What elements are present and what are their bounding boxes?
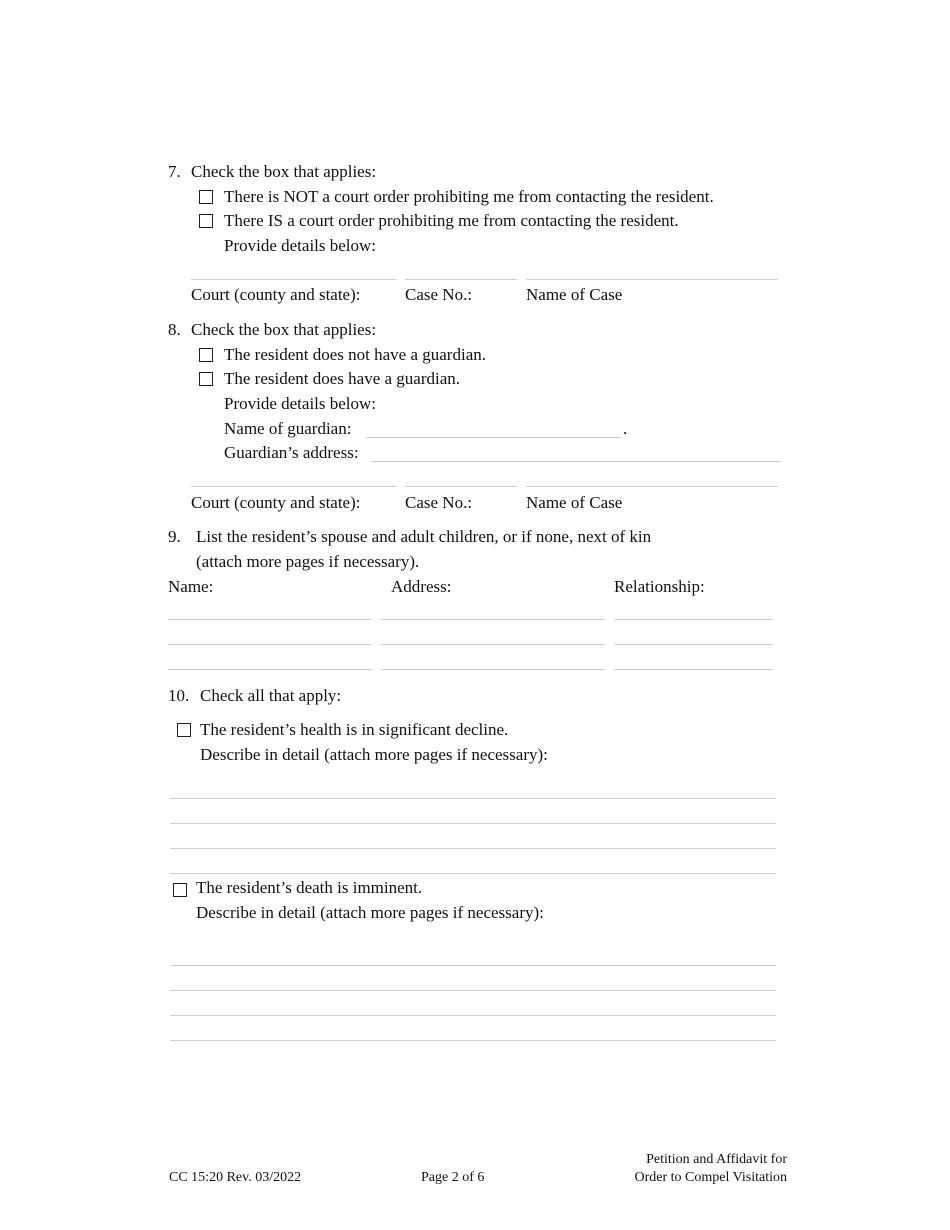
q10-option-death-imminent: The resident’s death is imminent. [196,878,423,897]
q9-row3-relationship-field[interactable] [614,669,773,670]
q8-option-has-guardian: The resident does have a guardian. [224,369,461,388]
q9-row2-address-field[interactable] [381,644,605,645]
q7-court-field[interactable] [191,279,396,280]
q9-row1-relationship-field[interactable] [614,619,773,620]
q10-health-detail-line2[interactable] [170,823,776,824]
q8-period: . [623,419,628,438]
q10-health-detail-line4[interactable] [170,873,776,874]
q8-case-name-label: Name of Case [526,493,623,512]
q10-health-detail-line3[interactable] [170,848,776,849]
q8-checkbox-no-guardian[interactable] [199,348,213,362]
q8-court-label: Court (county and state): [191,493,361,512]
q7-number: 7. [168,162,181,181]
q10-death-detail-line4[interactable] [170,1040,776,1041]
q9-number: 9. [168,527,181,546]
q8-case-name-field[interactable] [526,486,778,487]
q9-col-address: Address: [391,577,452,596]
q10-death-detail-line3[interactable] [170,1015,776,1016]
q9-row1-name-field[interactable] [168,619,372,620]
q8-provide-details: Provide details below: [224,394,377,413]
footer-form-id: CC 15:20 Rev. 03/2022 [169,1170,302,1185]
q7-provide-details: Provide details below: [224,236,377,255]
q9-row2-name-field[interactable] [168,644,372,645]
q10-checkbox-health-decline[interactable] [177,723,191,737]
q7-option-order: There IS a court order prohibiting me from contacting the resident. [224,211,679,230]
q7-case-name-field[interactable] [526,279,778,280]
q10-option-health-decline: The resident’s health is in significant decline. [200,720,509,739]
q8-guardian-name-label: Name of guardian: [224,419,352,438]
q8-court-field[interactable] [191,486,396,487]
q7-case-no-field[interactable] [405,279,517,280]
q7-option-no-order: There is NOT a court order prohibiting me from contacting the resident. [224,187,714,206]
q7-court-label: Court (county and state): [191,285,361,304]
q7-checkbox-no-order[interactable] [199,190,213,204]
q8-checkbox-has-guardian[interactable] [199,372,213,386]
q8-number: 8. [168,320,181,339]
q8-option-no-guardian: The resident does not have a guardian. [224,345,486,364]
footer-title-line2: Order to Compel Visitation [634,1170,787,1185]
q9-row1-address-field[interactable] [381,619,605,620]
q9-row3-name-field[interactable] [168,669,372,670]
q9-col-name: Name: [168,577,214,596]
q10-prompt: Check all that apply: [200,686,342,705]
q10-death-detail-line2[interactable] [170,990,776,991]
q8-case-no-field[interactable] [405,486,517,487]
q10-death-detail-line1[interactable] [170,965,776,966]
q10-health-describe: Describe in detail (attach more pages if necessary): [200,745,548,764]
q7-prompt: Check the box that applies: [191,162,377,181]
footer-page-number: Page 2 of 6 [421,1170,485,1185]
q7-case-name-label: Name of Case [526,285,623,304]
q8-guardian-name-field[interactable] [366,437,622,438]
footer-title-line1: Petition and Affidavit for [646,1152,787,1167]
q9-col-relationship: Relationship: [614,577,705,596]
q8-guardian-address-field[interactable] [371,461,781,462]
q8-prompt: Check the box that applies: [191,320,377,339]
q9-row3-address-field[interactable] [381,669,605,670]
q7-checkbox-order[interactable] [199,214,213,228]
q9-row2-relationship-field[interactable] [614,644,773,645]
q9-prompt-line2: (attach more pages if necessary). [196,552,420,571]
q7-case-no-label: Case No.: [405,285,473,304]
q10-health-detail-line1[interactable] [170,798,776,799]
q10-number: 10. [168,686,190,705]
q9-prompt-line1: List the resident’s spouse and adult children, or if none, next of kin [196,527,652,546]
q8-guardian-address-label: Guardian’s address: [224,443,359,462]
q8-case-no-label: Case No.: [405,493,473,512]
q10-death-describe: Describe in detail (attach more pages if necessary): [196,903,544,922]
q10-checkbox-death-imminent[interactable] [173,883,187,897]
